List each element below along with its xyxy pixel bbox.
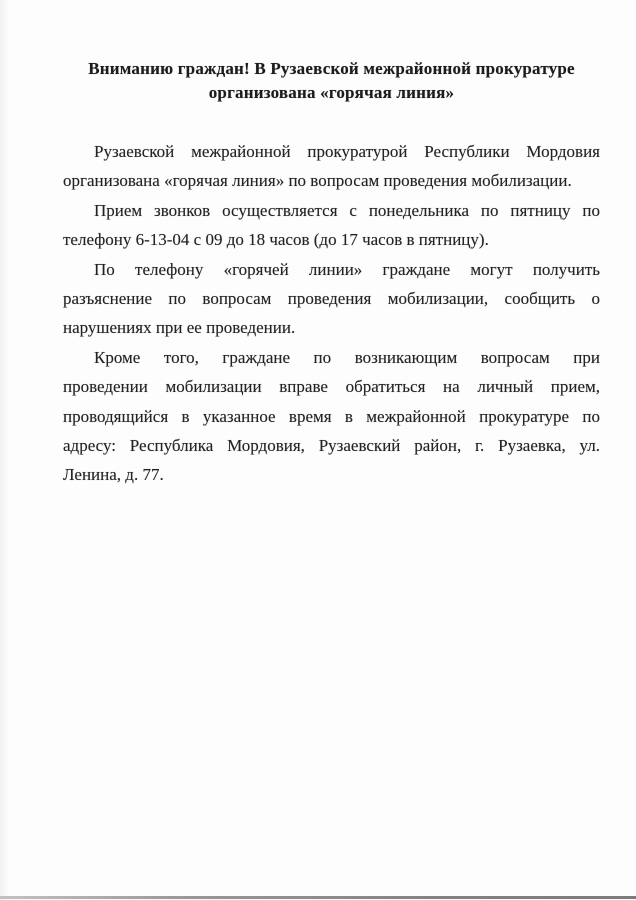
text-line: Рузаевской межрайонной прокуратурой Республики Мордовия [94, 142, 600, 161]
title-line-2: организована «горячая линия» [208, 83, 455, 102]
paragraph-4 [63, 343, 600, 490]
text-line: Ленина, д. 77. [63, 465, 164, 485]
text-line: телефону 6-13-04 с 09 до 18 часов (до 17 часов в пятницу). [63, 230, 489, 250]
text-line: Прием звонков осуществляется с понедельника по пятницу по [94, 200, 600, 220]
text-line: По телефону «горячей линии» граждане могут получить [94, 259, 600, 279]
paragraph-3 [63, 255, 600, 343]
paragraph-2 [63, 196, 600, 255]
text-line: Кроме того, граждане по возникающим вопросам при [94, 347, 600, 367]
text-line: нарушениях при ее проведении. [63, 318, 296, 338]
title-line-1: Вниманию граждан! В Рузаевской межрайонной прокуратуре [88, 59, 575, 78]
scan-left-edge-shading [0, 0, 9, 900]
paragraph-1 [63, 137, 600, 196]
text-line: организована «горячая линия» по вопросам проведения мобилизации. [63, 171, 572, 191]
document-body [63, 137, 600, 490]
scan-bottom-edge-line [0, 896, 636, 899]
text-line: разъяснение по вопросам проведения мобилизации, сообщить о [63, 288, 600, 308]
text-line: проводящийся в указанное время в межрайонной прокуратуре по [63, 406, 600, 426]
document-title [63, 57, 600, 105]
document-content [63, 57, 600, 490]
text-line: проведении мобилизации вправе обратиться на личный прием, [63, 377, 600, 397]
text-line: адресу: Республика Мордовия, Рузаевский район, г. Рузаевка, ул. [63, 435, 600, 455]
